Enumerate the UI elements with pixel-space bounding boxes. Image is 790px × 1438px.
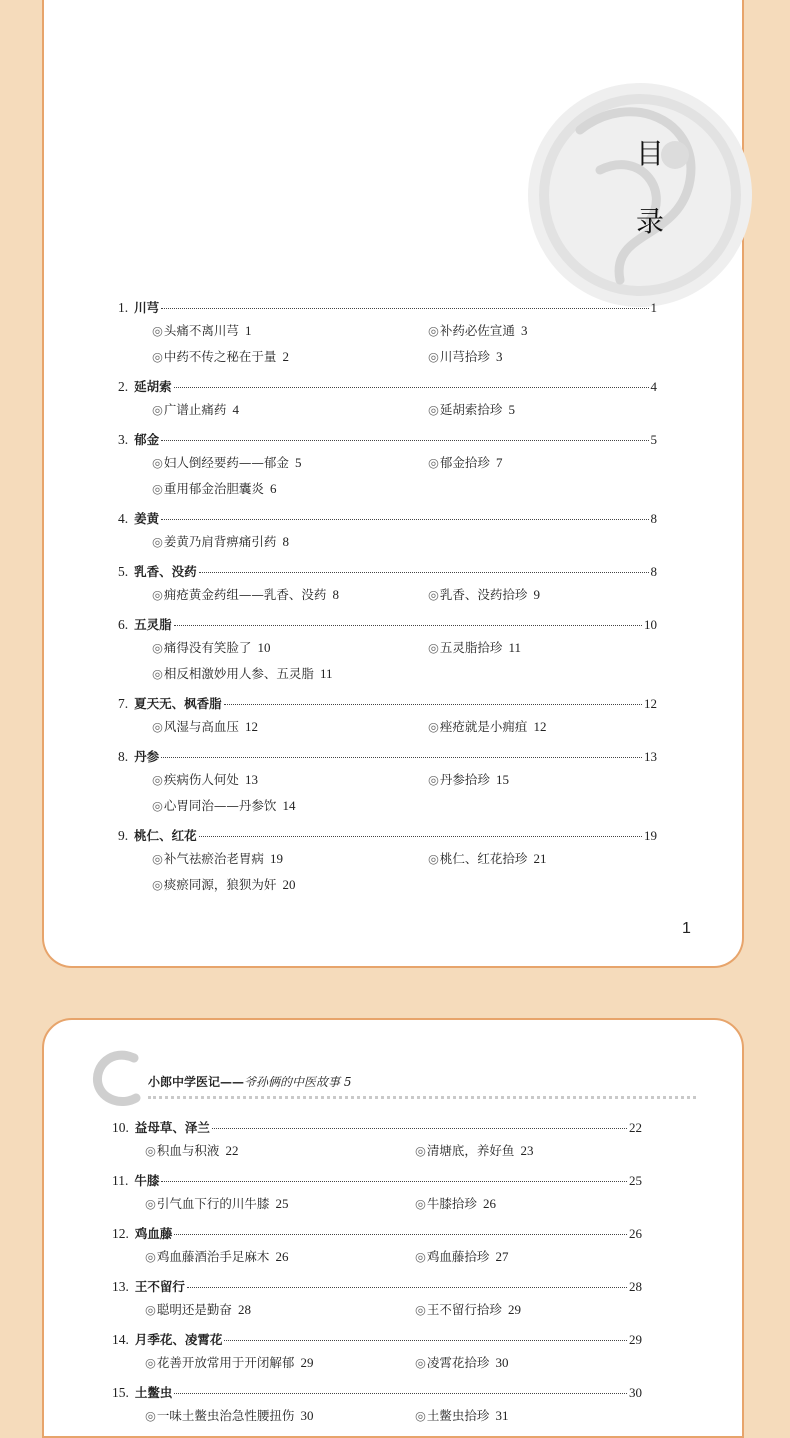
section-page: 13 (244, 772, 258, 787)
toc-subrow (118, 479, 657, 505)
section-page: 26 (275, 1249, 289, 1264)
toc-section-entry[interactable] (428, 585, 540, 603)
chapter-page: 5 (650, 432, 657, 447)
toc-subrow (112, 1406, 642, 1432)
section-title: 痤疮就是小痈疽 (439, 719, 528, 734)
chapter-number: 8. (118, 749, 129, 764)
book-title: 小郎中学医记—— (148, 1075, 245, 1089)
bullet-icon: ◎ (145, 1143, 156, 1158)
contents-title-char: 目 (636, 137, 665, 170)
toc-section-entry[interactable] (415, 1406, 508, 1424)
bullet-icon: ◎ (152, 323, 163, 338)
chapter-name: 牛膝 (134, 1173, 160, 1188)
section-page: 27 (495, 1249, 509, 1264)
bullet-icon: ◎ (428, 323, 439, 338)
bullet-icon: ◎ (415, 1143, 426, 1158)
bullet-icon: ◎ (152, 877, 163, 892)
chapter-page: 1 (650, 300, 657, 315)
toc-section-entry[interactable] (145, 1353, 415, 1371)
chapter-name: 乳香、没药 (134, 564, 197, 579)
toc-section-entry[interactable] (428, 717, 546, 735)
toc-section-entry[interactable] (415, 1141, 533, 1159)
toc-section-entry[interactable] (145, 1300, 415, 1318)
toc-section-entry[interactable] (415, 1247, 508, 1265)
bullet-icon: ◎ (152, 534, 163, 549)
chapter-number: 15. (112, 1385, 129, 1400)
toc-section-entry[interactable] (152, 479, 428, 497)
toc-section-entry[interactable] (152, 400, 428, 418)
dot-leader (161, 440, 648, 441)
section-title: 痈疮黄金药组——乳香、没药 (163, 587, 327, 602)
toc-subrow (118, 664, 657, 690)
section-title: 土鳖虫拾珍 (426, 1408, 490, 1423)
section-title: 延胡索拾珍 (439, 402, 503, 417)
section-title: 桃仁、红花拾珍 (439, 851, 528, 866)
section-title: 风湿与高血压 (163, 719, 239, 734)
section-page: 28 (237, 1302, 251, 1317)
toc-section-entry[interactable] (152, 796, 428, 814)
toc-section-entry[interactable] (152, 849, 428, 867)
dot-leader (161, 757, 642, 758)
section-page: 8 (332, 587, 339, 602)
bullet-icon: ◎ (145, 1355, 156, 1370)
bullet-icon: ◎ (428, 640, 439, 655)
section-title: 鸡血藤拾珍 (426, 1249, 490, 1264)
chapter-name: 月季花、凌霄花 (134, 1332, 223, 1347)
section-page: 5 (294, 455, 302, 470)
chapter-number: 1. (118, 300, 129, 315)
section-page: 29 (507, 1302, 521, 1317)
chapter-name: 王不留行 (134, 1279, 185, 1294)
chapter-name: 丹参 (134, 749, 160, 764)
toc-subrow (118, 532, 657, 558)
bullet-icon: ◎ (152, 640, 163, 655)
section-title: 牛膝拾珍 (426, 1196, 477, 1211)
dot-leader (161, 519, 648, 520)
chapter-page: 22 (629, 1120, 642, 1135)
section-title: 积血与积液 (156, 1143, 220, 1158)
section-page: 1 (244, 323, 252, 338)
toc-subrow (118, 400, 657, 426)
section-title: 鸡血藤酒治手足麻木 (156, 1249, 270, 1264)
chapter-page: 25 (629, 1173, 642, 1188)
contents-title-char: 录 (636, 205, 665, 238)
bullet-icon: ◎ (152, 349, 163, 364)
toc-subrow (118, 796, 657, 822)
section-page: 3 (520, 323, 528, 338)
toc-subrow (112, 1300, 642, 1326)
toc-chapter-block (112, 1224, 642, 1273)
bullet-icon: ◎ (428, 455, 439, 470)
dot-leader (187, 1287, 627, 1288)
section-page: 7 (495, 455, 503, 470)
chapter-page: 12 (644, 696, 657, 711)
chapter-page: 19 (644, 828, 657, 843)
dot-leader (174, 1393, 627, 1394)
toc-chapter-entry[interactable] (118, 826, 657, 849)
bullet-icon: ◎ (428, 851, 439, 866)
section-title: 一味土鳖虫治急性腰扭伤 (156, 1408, 295, 1423)
toc-chapter-entry[interactable] (118, 562, 657, 585)
toc-chapter-block (118, 826, 657, 901)
section-title: 川芎拾珍 (439, 349, 490, 364)
chapter-name: 土鳖虫 (134, 1385, 173, 1400)
bullet-icon: ◎ (428, 719, 439, 734)
chapter-page: 10 (644, 617, 657, 632)
section-title: 引气血下行的川牛膝 (156, 1196, 270, 1211)
toc-subrow (118, 585, 657, 611)
chapter-name: 夏天无、枫香脂 (134, 696, 222, 711)
bullet-icon: ◎ (428, 587, 439, 602)
toc-section-entry[interactable] (428, 849, 546, 867)
toc-section-entry[interactable] (428, 400, 515, 418)
section-title: 痛得没有笑脸了 (163, 640, 252, 655)
bullet-icon: ◎ (145, 1302, 156, 1317)
chapter-number: 13. (112, 1279, 129, 1294)
chapter-page: 4 (650, 379, 657, 394)
chapter-name: 姜黄 (134, 511, 160, 526)
toc-chapter-entry[interactable] (112, 1330, 642, 1353)
toc-section-entry[interactable] (152, 321, 428, 339)
bullet-icon: ◎ (145, 1196, 156, 1211)
chapter-number: 2. (118, 379, 129, 394)
chapter-number: 6. (118, 617, 129, 632)
toc-section-entry[interactable] (428, 638, 521, 656)
section-page: 10 (257, 640, 271, 655)
toc-subrow (118, 638, 657, 664)
table-of-contents (112, 1118, 642, 1436)
section-page: 8 (282, 534, 289, 549)
toc-chapter-block (112, 1171, 642, 1220)
dot-leader (224, 704, 642, 705)
section-page: 11 (508, 640, 521, 655)
chapter-name: 鸡血藤 (134, 1226, 173, 1241)
section-page: 26 (482, 1196, 496, 1211)
dot-leader (161, 1181, 627, 1182)
toc-chapter-entry[interactable] (118, 694, 657, 717)
toc-subrow (118, 770, 657, 796)
chapter-page: 28 (629, 1279, 642, 1294)
section-page: 22 (225, 1143, 239, 1158)
bullet-icon: ◎ (152, 402, 163, 417)
chapter-number: 4. (118, 511, 129, 526)
chapter-number: 5. (118, 564, 129, 579)
page-number: 1 (682, 920, 691, 937)
section-title: 清塘底，养好鱼 (426, 1143, 515, 1158)
toc-section-entry[interactable] (152, 638, 428, 656)
toc-section-entry[interactable] (152, 770, 428, 788)
toc-chapter-block (112, 1277, 642, 1326)
toc-section-entry[interactable] (428, 347, 502, 365)
toc-chapter-block (112, 1383, 642, 1432)
section-title: 妇人倒经要药——郁金 (163, 455, 289, 470)
toc-section-entry[interactable] (152, 532, 428, 550)
section-title: 五灵脂拾珍 (439, 640, 503, 655)
toc-subrow (112, 1247, 642, 1273)
section-title: 疾病伤人何处 (163, 772, 239, 787)
section-title: 中药不传之秘在于量 (163, 349, 277, 364)
bullet-icon: ◎ (415, 1302, 426, 1317)
toc-chapter-block (118, 377, 657, 426)
section-title: 王不留行拾珍 (426, 1302, 502, 1317)
toc-chapter-entry[interactable] (112, 1224, 642, 1247)
toc-section-entry[interactable] (152, 717, 428, 735)
section-title: 广谱止痛药 (163, 402, 227, 417)
bullet-icon: ◎ (415, 1249, 426, 1264)
toc-section-entry[interactable] (145, 1247, 415, 1265)
toc-chapter-entry[interactable] (112, 1277, 642, 1300)
section-title: 花善开放常用于开闭解郁 (156, 1355, 295, 1370)
toc-chapter-block (118, 509, 657, 558)
chapter-page: 30 (629, 1385, 642, 1400)
toc-chapter-block (118, 747, 657, 822)
toc-section-entry[interactable] (145, 1406, 415, 1424)
chapter-page: 13 (644, 749, 657, 764)
toc-chapter-entry[interactable] (118, 747, 657, 770)
bullet-icon: ◎ (152, 719, 163, 734)
toc-subrow (112, 1141, 642, 1167)
bullet-icon: ◎ (152, 455, 163, 470)
chapter-number: 12. (112, 1226, 129, 1241)
bullet-icon: ◎ (152, 481, 163, 496)
toc-section-entry[interactable] (152, 347, 428, 365)
section-page: 2 (282, 349, 289, 364)
toc-chapter-block (112, 1330, 642, 1379)
section-title: 补气祛瘀治老胃病 (163, 851, 264, 866)
bullet-icon: ◎ (152, 587, 163, 602)
chapter-number: 14. (112, 1332, 129, 1347)
chapter-name: 延胡索 (134, 379, 172, 394)
section-page: 12 (244, 719, 258, 734)
chapter-page: 8 (650, 564, 657, 579)
toc-chapter-entry[interactable] (112, 1383, 642, 1406)
chapter-name: 川芎 (134, 300, 160, 315)
toc-section-entry[interactable] (152, 453, 428, 471)
section-page: 9 (533, 587, 540, 602)
chapter-name: 益母草、泽兰 (134, 1120, 210, 1135)
toc-chapter-block (112, 1118, 642, 1167)
toc-section-entry[interactable] (415, 1300, 521, 1318)
dot-leader (199, 836, 642, 837)
section-title: 补药必佐宣通 (439, 323, 515, 338)
toc-chapter-entry[interactable] (118, 298, 657, 321)
section-page: 15 (495, 772, 509, 787)
toc-chapter-block (118, 298, 657, 373)
bullet-icon: ◎ (145, 1408, 156, 1423)
running-header (148, 1073, 351, 1090)
section-page: 12 (533, 719, 547, 734)
bullet-icon: ◎ (428, 349, 439, 364)
toc-section-entry[interactable] (415, 1194, 496, 1212)
toc-section-entry[interactable] (428, 321, 527, 339)
section-page: 6 (269, 481, 277, 496)
bullet-icon: ◎ (152, 798, 163, 813)
dot-leader (224, 1340, 627, 1341)
section-page: 20 (282, 877, 296, 892)
section-title: 心胃同治——丹参饮 (163, 798, 277, 813)
chapter-number: 9. (118, 828, 129, 843)
toc-chapter-entry[interactable] (118, 377, 657, 400)
section-title: 姜黄乃肩背痹痛引药 (163, 534, 277, 549)
section-page: 21 (533, 851, 547, 866)
toc-subrow (118, 875, 657, 901)
toc-chapter-entry[interactable] (118, 509, 657, 532)
section-page: 19 (269, 851, 283, 866)
section-page: 29 (300, 1355, 314, 1370)
toc-subrow (118, 347, 657, 373)
section-page: 11 (319, 666, 333, 681)
section-page: 14 (282, 798, 296, 813)
dot-leader (212, 1128, 627, 1129)
bullet-icon: ◎ (428, 402, 439, 417)
dot-leader (161, 308, 648, 309)
section-page: 30 (495, 1355, 509, 1370)
bullet-icon: ◎ (415, 1196, 426, 1211)
swirl-ornament-icon (92, 1048, 142, 1108)
dot-leader (174, 387, 649, 388)
bullet-icon: ◎ (145, 1249, 156, 1264)
chapter-page: 8 (650, 511, 657, 526)
chapter-number: 10. (112, 1120, 129, 1135)
section-page: 5 (508, 402, 515, 417)
section-title: 头痛不离川芎 (163, 323, 239, 338)
chapter-page: 26 (629, 1226, 642, 1241)
toc-subrow (118, 453, 657, 479)
chapter-page: 29 (629, 1332, 642, 1347)
section-page: 3 (495, 349, 503, 364)
toc-section-entry[interactable] (145, 1141, 415, 1159)
section-title: 痰瘀同源，狼狈为奸 (163, 877, 277, 892)
chapter-number: 3. (118, 432, 129, 447)
section-title: 郁金拾珍 (439, 455, 490, 470)
bullet-icon: ◎ (152, 666, 163, 681)
bullet-icon: ◎ (152, 772, 163, 787)
section-title: 乳香、没药拾珍 (439, 587, 528, 602)
toc-chapter-block (118, 694, 657, 743)
dragon-seal-watermark (500, 60, 760, 330)
chapter-name: 郁金 (134, 432, 160, 447)
section-title: 丹参拾珍 (439, 772, 490, 787)
toc-section-entry[interactable] (428, 770, 509, 788)
dot-leader (199, 572, 649, 573)
toc-section-entry[interactable] (152, 585, 428, 603)
toc-section-entry[interactable] (428, 453, 502, 471)
toc-chapter-block (118, 615, 657, 690)
toc-section-entry[interactable] (145, 1194, 415, 1212)
section-page: 25 (275, 1196, 289, 1211)
toc-chapter-entry[interactable] (118, 615, 657, 638)
bullet-icon: ◎ (415, 1408, 426, 1423)
dot-leader (174, 1234, 627, 1235)
dot-leader (174, 625, 642, 626)
chapter-name: 五灵脂 (134, 617, 172, 632)
toc-section-entry[interactable] (152, 664, 428, 682)
section-page: 30 (300, 1408, 314, 1423)
book-subtitle: 爷孙俩的中医故事 5 (244, 1075, 352, 1089)
section-title: 凌霄花拾珍 (426, 1355, 490, 1370)
bullet-icon: ◎ (152, 851, 163, 866)
toc-subrow (118, 849, 657, 875)
table-of-contents (118, 298, 657, 905)
toc-section-entry[interactable] (152, 875, 428, 893)
toc-chapter-entry[interactable] (112, 1118, 642, 1141)
section-title: 重用郁金治胆囊炎 (163, 481, 264, 496)
bullet-icon: ◎ (415, 1355, 426, 1370)
toc-chapter-block (118, 430, 657, 505)
toc-subrow (112, 1194, 642, 1220)
chapter-number: 11. (112, 1173, 129, 1188)
toc-chapter-entry[interactable] (118, 430, 657, 453)
header-rule (148, 1096, 696, 1099)
section-title: 相反相激妙用人参、五灵脂 (163, 666, 314, 681)
toc-subrow (118, 321, 657, 347)
chapter-number: 7. (118, 696, 129, 711)
section-page: 23 (520, 1143, 534, 1158)
toc-subrow (118, 717, 657, 743)
toc-subrow (112, 1353, 642, 1379)
chapter-name: 桃仁、红花 (134, 828, 197, 843)
toc-section-entry[interactable] (415, 1353, 508, 1371)
bullet-icon: ◎ (428, 772, 439, 787)
toc-chapter-entry[interactable] (112, 1171, 642, 1194)
toc-chapter-block (118, 562, 657, 611)
section-page: 4 (232, 402, 239, 417)
section-page: 31 (495, 1408, 509, 1423)
section-title: 聪明还是勤奋 (156, 1302, 232, 1317)
